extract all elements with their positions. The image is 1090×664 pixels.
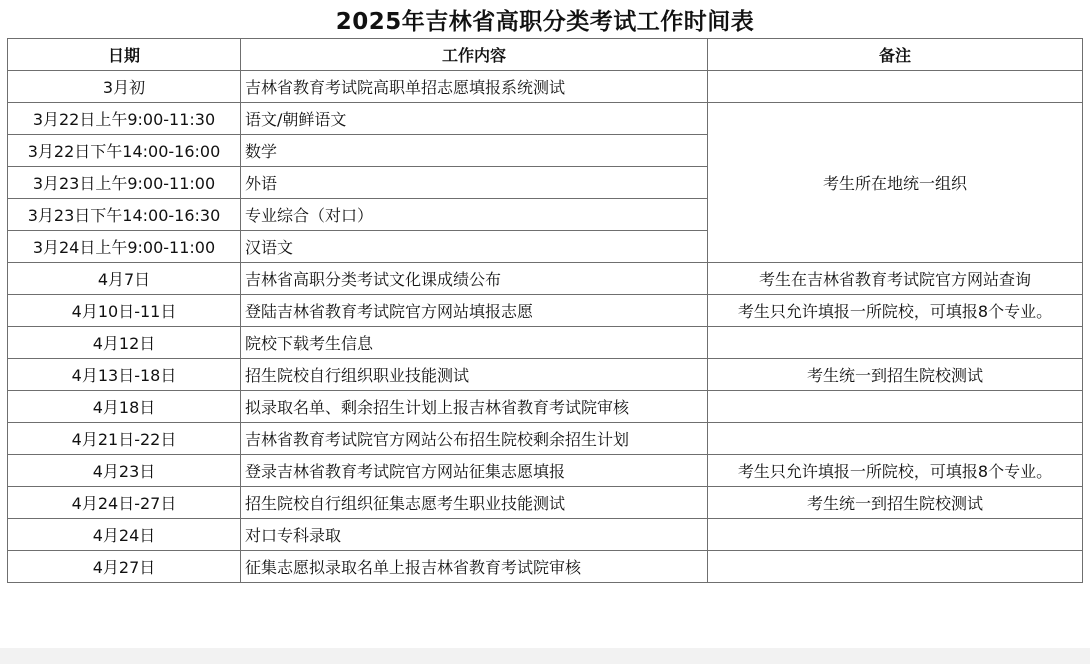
- date-cell[interactable]: 3月22日下午14:00-16:00: [8, 135, 241, 167]
- date-cell[interactable]: 4月18日: [8, 391, 241, 423]
- content-cell[interactable]: 对口专科录取: [241, 519, 708, 551]
- content-cell[interactable]: 登录吉林省教育考试院官方网站征集志愿填报: [241, 455, 708, 487]
- table-row: [8, 71, 1083, 103]
- date-cell[interactable]: 4月21日-22日: [8, 423, 241, 455]
- content-cell[interactable]: 拟录取名单、剩余招生计划上报吉林省教育考试院审核: [241, 391, 708, 423]
- table-row: [8, 263, 1083, 295]
- table-row: [8, 423, 1083, 455]
- note-cell[interactable]: [708, 423, 1083, 455]
- sheet-bottom-strip: [0, 648, 1090, 664]
- table-row: [8, 551, 1083, 583]
- header-date[interactable]: 日期: [8, 39, 241, 71]
- header-note[interactable]: 备注: [708, 39, 1083, 71]
- date-cell[interactable]: 3月22日上午9:00-11:30: [8, 103, 241, 135]
- note-cell[interactable]: [708, 71, 1083, 103]
- note-cell[interactable]: [708, 519, 1083, 551]
- note-cell[interactable]: [708, 391, 1083, 423]
- header-content[interactable]: 工作内容: [241, 39, 708, 71]
- table-row: [8, 359, 1083, 391]
- content-cell[interactable]: 专业综合（对口）: [241, 199, 708, 231]
- content-cell[interactable]: 外语: [241, 167, 708, 199]
- content-cell[interactable]: 征集志愿拟录取名单上报吉林省教育考试院审核: [241, 551, 708, 583]
- table-row: [8, 455, 1083, 487]
- content-cell[interactable]: 吉林省教育考试院高职单招志愿填报系统测试: [241, 71, 708, 103]
- note-cell[interactable]: [708, 327, 1083, 359]
- date-cell[interactable]: 4月13日-18日: [8, 359, 241, 391]
- note-cell[interactable]: 考生统一到招生院校测试: [708, 359, 1083, 391]
- schedule-table: [7, 38, 1083, 583]
- date-cell[interactable]: 4月24日-27日: [8, 487, 241, 519]
- date-cell[interactable]: 3月23日下午14:00-16:30: [8, 199, 241, 231]
- content-cell[interactable]: 招生院校自行组织征集志愿考生职业技能测试: [241, 487, 708, 519]
- page-title: 2025年吉林省高职分类考试工作时间表: [335, 9, 755, 35]
- date-cell[interactable]: 4月27日: [8, 551, 241, 583]
- table-row: [8, 391, 1083, 423]
- note-cell[interactable]: 考生统一到招生院校测试: [708, 487, 1083, 519]
- date-cell[interactable]: 4月24日: [8, 519, 241, 551]
- note-cell-merged[interactable]: 考生所在地统一组织: [708, 103, 1083, 263]
- content-cell[interactable]: 吉林省高职分类考试文化课成绩公布: [241, 263, 708, 295]
- table-row: [8, 295, 1083, 327]
- note-cell[interactable]: 考生只允许填报一所院校，可填报8个专业。: [708, 295, 1083, 327]
- date-cell[interactable]: 4月7日: [8, 263, 241, 295]
- note-cell[interactable]: 考生在吉林省教育考试院官方网站查询: [708, 263, 1083, 295]
- content-cell[interactable]: 数学: [241, 135, 708, 167]
- note-cell[interactable]: 考生只允许填报一所院校，可填报8个专业。: [708, 455, 1083, 487]
- content-cell[interactable]: 吉林省教育考试院官方网站公布招生院校剩余招生计划: [241, 423, 708, 455]
- date-cell[interactable]: 4月10日-11日: [8, 295, 241, 327]
- date-cell[interactable]: 3月24日上午9:00-11:00: [8, 231, 241, 263]
- header-row: [8, 39, 1083, 71]
- content-cell[interactable]: 招生院校自行组织职业技能测试: [241, 359, 708, 391]
- date-cell[interactable]: 4月12日: [8, 327, 241, 359]
- table-row: [8, 327, 1083, 359]
- table-row: [8, 487, 1083, 519]
- content-cell[interactable]: 登陆吉林省教育考试院官方网站填报志愿: [241, 295, 708, 327]
- note-cell[interactable]: [708, 551, 1083, 583]
- table-row: [8, 519, 1083, 551]
- content-cell[interactable]: 院校下载考生信息: [241, 327, 708, 359]
- content-cell[interactable]: 语文/朝鲜语文: [241, 103, 708, 135]
- date-cell[interactable]: 4月23日: [8, 455, 241, 487]
- date-cell[interactable]: 3月初: [8, 71, 241, 103]
- content-cell[interactable]: 汉语文: [241, 231, 708, 263]
- date-cell[interactable]: 3月23日上午9:00-11:00: [8, 167, 241, 199]
- table-row: [8, 103, 1083, 135]
